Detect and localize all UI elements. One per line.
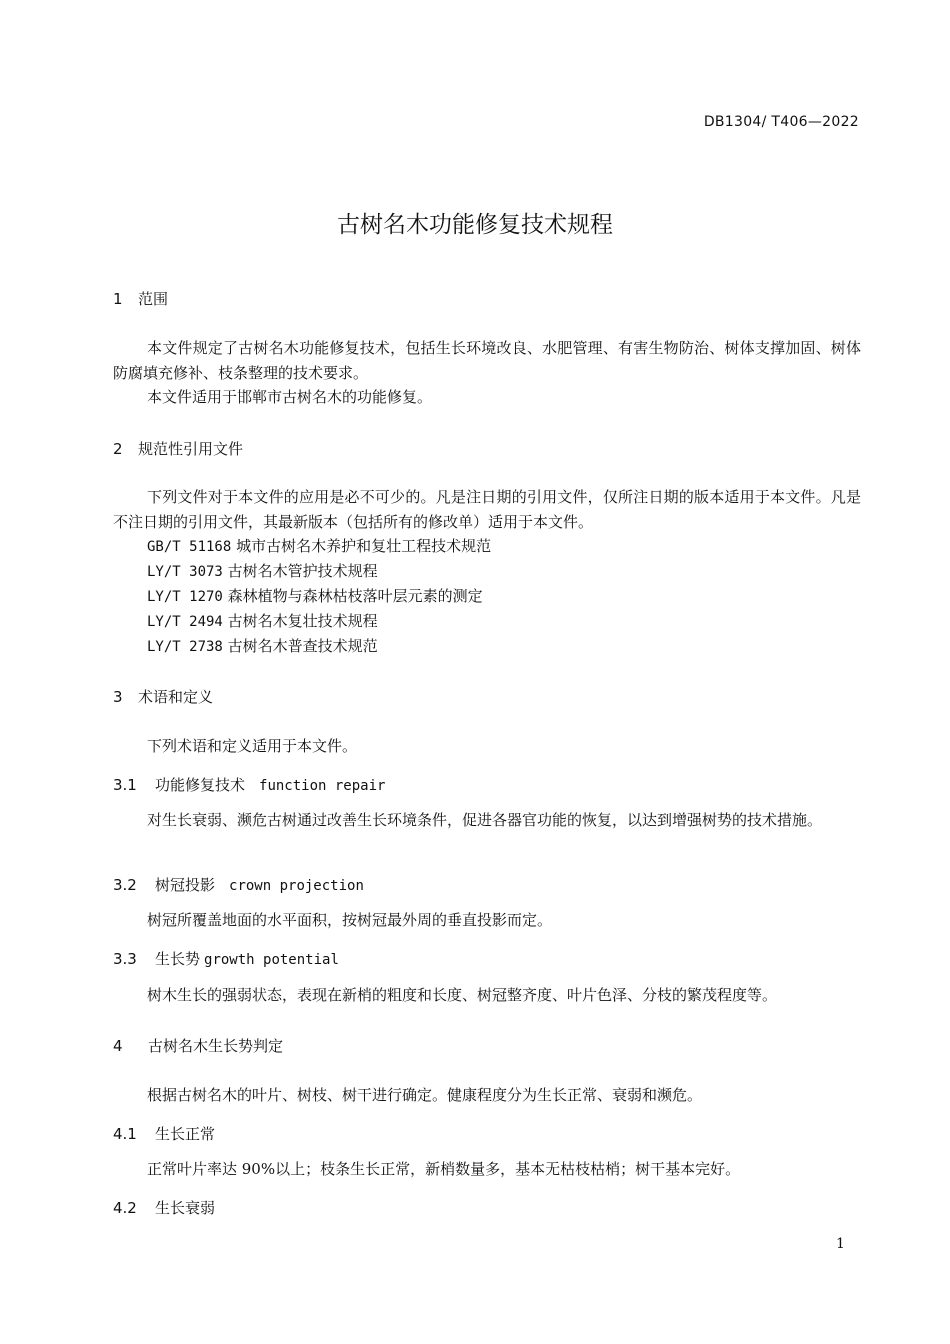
reference-title: 城市古树名木养护和复壮工程技术规范 <box>236 537 492 555</box>
term-en: growth potential <box>204 952 339 968</box>
reference-code: LY/T 2494 <box>147 614 223 630</box>
term-number: 3.1 <box>113 776 137 794</box>
subsection-4-1-paragraph: 正常叶片率达 90%以上；枝条生长正常，新梢数量多，基本无枯枝枯梢；树干基本完好。 <box>147 1160 741 1178</box>
term-en: function repair <box>259 778 386 794</box>
section-4-heading <box>113 1035 283 1056</box>
subsection-number: 4.2 <box>113 1199 137 1217</box>
section-title: 术语和定义 <box>138 688 214 706</box>
section-title: 范围 <box>138 290 169 308</box>
reference-item <box>147 585 483 606</box>
section-number: 2 <box>113 440 123 458</box>
subsection-4-1-heading <box>113 1123 215 1144</box>
term-3-3-heading <box>113 948 339 969</box>
term-3-1-heading <box>113 774 385 795</box>
document-title: 古树名木功能修复技术规程 <box>337 212 613 238</box>
section-number: 4 <box>113 1037 123 1055</box>
section-2-heading <box>113 438 243 459</box>
reference-title: 古树名木普查技术规范 <box>227 637 378 655</box>
section-number: 3 <box>113 688 123 706</box>
subsection-title: 生长正常 <box>155 1125 216 1143</box>
reference-title: 森林植物与森林枯枝落叶层元素的测定 <box>227 587 483 605</box>
term-cn: 功能修复技术 <box>155 776 246 794</box>
section-1-paragraph-2: 本文件适用于邯郸市古树名木的功能修复。 <box>147 388 433 406</box>
reference-item <box>147 560 378 581</box>
reference-code: LY/T 3073 <box>147 564 223 580</box>
term-cn: 树冠投影 <box>155 876 216 894</box>
subsection-title: 生长衰弱 <box>155 1199 216 1217</box>
term-cn: 生长势 <box>155 950 201 968</box>
reference-code: LY/T 2738 <box>147 639 223 655</box>
subsection-4-2-heading <box>113 1197 215 1218</box>
term-en: crown projection <box>229 878 364 894</box>
reference-item <box>147 610 378 631</box>
section-title: 规范性引用文件 <box>138 440 244 458</box>
section-4-paragraph-1: 根据古树名木的叶片、树枝、树干进行确定。健康程度分为生长正常、衰弱和濒危。 <box>147 1086 703 1104</box>
reference-title: 古树名木管护技术规程 <box>227 562 378 580</box>
term-3-2-heading <box>113 874 364 895</box>
section-2-paragraph-1: 下列文件对于本文件的应用是必不可少的。凡是注日期的引用文件，仅所注日期的版本适用于本文件。凡是不注日期的引用文件，其最新版本（包括所有的修改单）适用于本文件。 <box>113 488 861 531</box>
reference-title: 古树名木复壮技术规程 <box>227 612 378 630</box>
section-1-heading <box>113 288 168 309</box>
term-number: 3.2 <box>113 876 137 894</box>
subsection-number: 4.1 <box>113 1125 137 1143</box>
reference-item <box>147 535 491 556</box>
document-code: DB1304/ T406—2022 <box>703 114 859 130</box>
section-3-paragraph-1: 下列术语和定义适用于本文件。 <box>147 737 358 755</box>
term-3-3-definition: 树木生长的强弱状态，表现在新梢的粗度和长度、树冠整齐度、叶片色泽、分枝的繁茂程度等。 <box>147 986 778 1004</box>
term-3-2-definition: 树冠所覆盖地面的水平面积，按树冠最外周的垂直投影而定。 <box>147 911 553 929</box>
term-3-1-definition: 对生长衰弱、濒危古树通过改善生长环境条件，促进各器官功能的恢复，以达到增强树势的技术措施。 <box>147 811 823 829</box>
section-number: 1 <box>113 290 123 308</box>
page-number: 1 <box>836 1236 845 1252</box>
reference-code: GB/T 51168 <box>147 539 232 555</box>
reference-code: LY/T 1270 <box>147 589 223 605</box>
section-title: 古树名木生长势判定 <box>148 1037 284 1055</box>
reference-item <box>147 635 378 656</box>
section-3-heading <box>113 686 213 707</box>
section-1-paragraph-1: 本文件规定了古树名木功能修复技术，包括生长环境改良、水肥管理、有害生物防治、树体支撑加固、树体防腐填充修补、枝条整理的技术要求。 <box>113 339 861 382</box>
term-number: 3.3 <box>113 950 137 968</box>
